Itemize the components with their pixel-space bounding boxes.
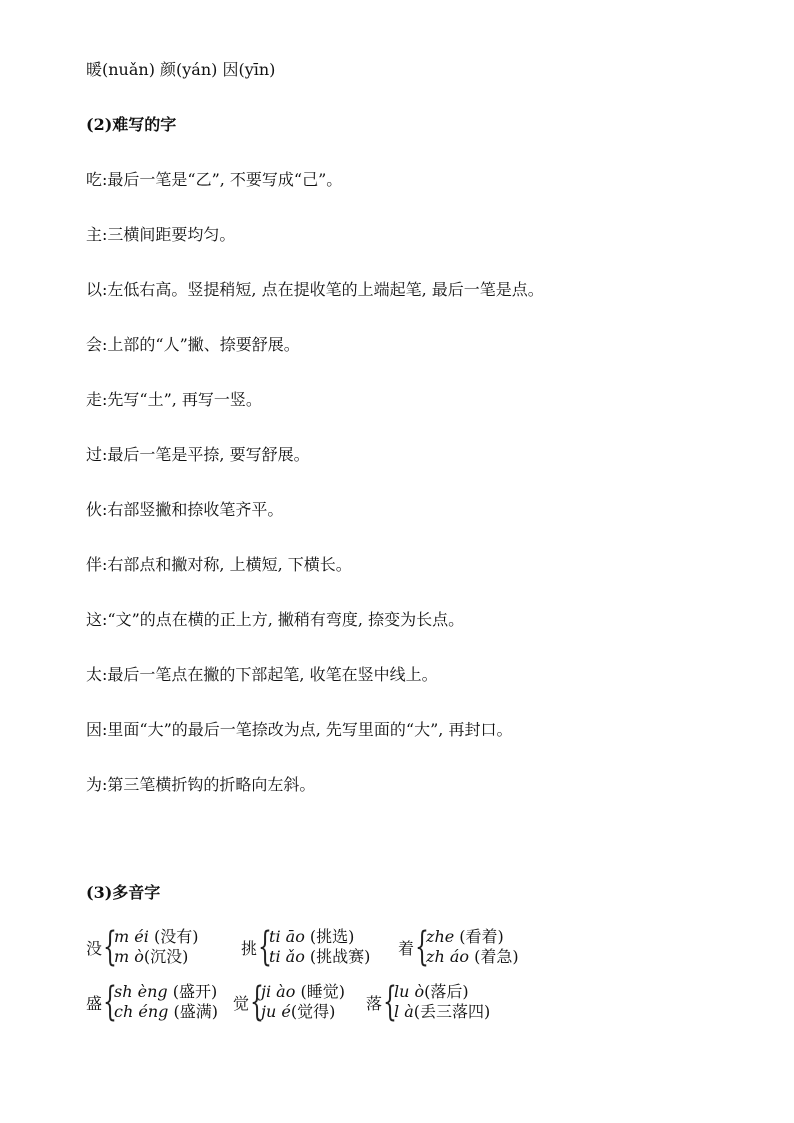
brace-icon: {: [383, 979, 398, 1025]
polyphone-entry: [366, 980, 490, 1024]
brace-icon: {: [103, 924, 118, 970]
polyphone-reading: ti āo (挑选): [269, 927, 355, 946]
polyphone-entry: [233, 980, 345, 1024]
polyphone-reading: zh áo (着急): [426, 947, 519, 966]
hard-char-item: 为:第三笔横折钩的折略向左斜。: [86, 775, 316, 794]
polyphone-char: 没: [86, 938, 103, 958]
polyphone-reading: ju é(觉得): [261, 1002, 336, 1021]
polyphone-char: 觉: [233, 993, 250, 1013]
polyphone-reading: lu ò(落后): [394, 982, 469, 1001]
polyphone-char: 挑: [241, 938, 258, 958]
section2-heading: (2)难写的字: [86, 115, 177, 134]
hard-char-item: 吃:最后一笔是“乙”, 不要写成“己”。: [86, 170, 343, 189]
pinyin-line: 暖(nuǎn) 颜(yán) 因(yīn): [86, 60, 276, 79]
hard-char-item: 因:里面“大”的最后一笔捺改为点, 先写里面的“大”, 再封口。: [86, 720, 513, 739]
brace-icon: {: [258, 924, 273, 970]
polyphone-entry: [398, 925, 519, 969]
polyphone-reading: l à(丢三落四): [394, 1002, 491, 1021]
hard-char-item: 伴:右部点和撇对称, 上横短, 下横长。: [86, 555, 352, 574]
polyphone-reading: zhe (看着): [426, 927, 504, 946]
brace-icon: {: [250, 979, 265, 1025]
polyphone-entry: [86, 925, 198, 969]
polyphone-reading: ti ǎo (挑战赛): [269, 947, 371, 966]
brace-icon: {: [103, 979, 118, 1025]
hard-char-item: 这:“文”的点在横的正上方, 撇稍有弯度, 捺变为长点。: [86, 610, 465, 629]
polyphone-reading: sh èng (盛开): [114, 982, 218, 1001]
polyphone-reading: m éi (没有): [114, 927, 199, 946]
hard-char-item: 过:最后一笔是平捺, 要写舒展。: [86, 445, 310, 464]
brace-icon: {: [415, 924, 430, 970]
polyphone-char: 着: [398, 938, 415, 958]
hard-char-item: 会:上部的“人”撇、捺要舒展。: [86, 335, 300, 354]
polyphone-entry: [86, 980, 218, 1024]
polyphone-reading: ji ào (睡觉): [261, 982, 345, 1001]
polyphone-reading: m ò(沉没): [114, 947, 189, 966]
hard-char-item: 伙:右部竖撇和捺收笔齐平。: [86, 500, 284, 519]
hard-char-item: 以:左低右高。竖提稍短, 点在提收笔的上端起笔, 最后一笔是点。: [86, 280, 544, 299]
section3-heading: (3)多音字: [86, 883, 161, 902]
polyphone-char: 落: [366, 993, 383, 1013]
polyphone-entry: [241, 925, 370, 969]
hard-char-item: 主:三横间距要均匀。: [86, 225, 236, 244]
polyphone-char: 盛: [86, 993, 103, 1013]
hard-char-item: 走:先写“土”, 再写一竖。: [86, 390, 262, 409]
polyphone-reading: ch éng (盛满): [114, 1002, 218, 1021]
hard-char-item: 太:最后一笔点在撇的下部起笔, 收笔在竖中线上。: [86, 665, 438, 684]
